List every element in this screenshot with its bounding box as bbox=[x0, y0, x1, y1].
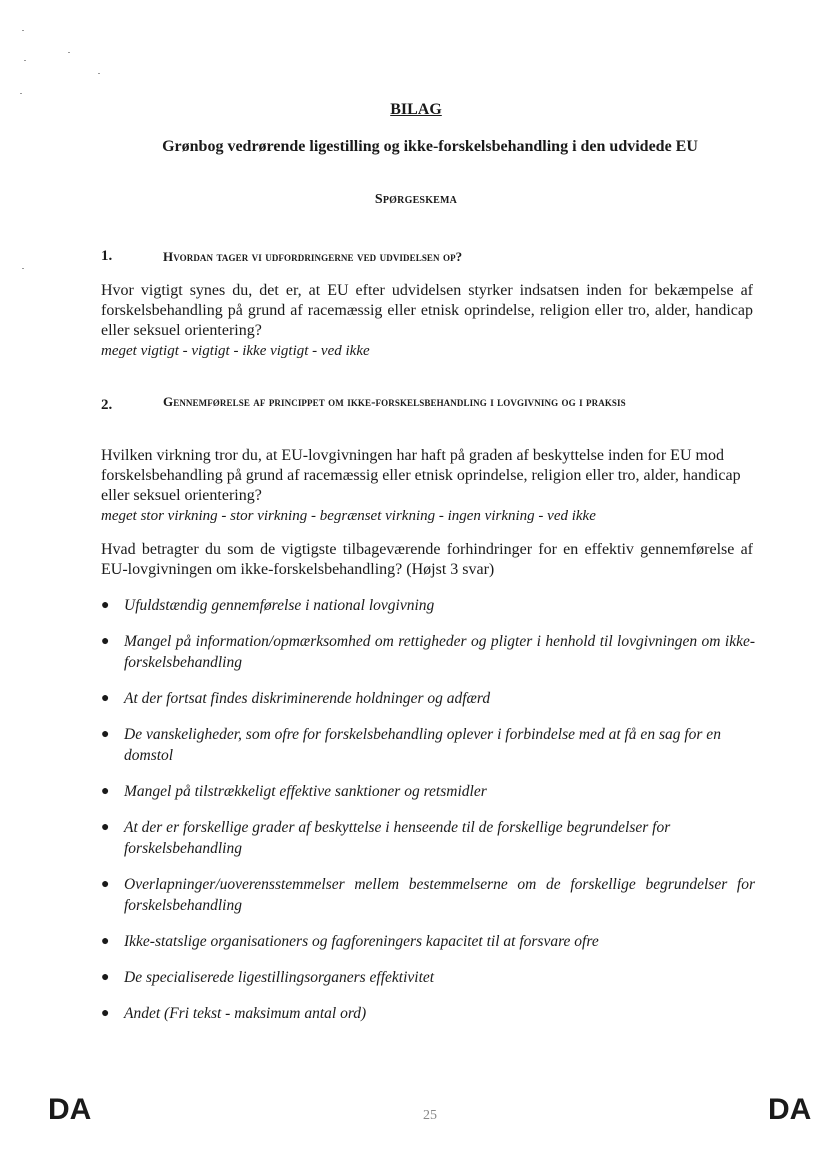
list-item: ● De specialiserede ligestillingsorganers effektivitet bbox=[101, 969, 435, 986]
language-code-right: DA bbox=[768, 1093, 812, 1126]
bullet-icon: ● bbox=[101, 784, 110, 799]
list-item: ● Overlapninger/uoverensstemmelser mellem bestemmelserne om de forskellige begrundelser for forskelsbehandling bbox=[101, 876, 755, 914]
section-question bbox=[101, 446, 753, 526]
page-number: 25 bbox=[423, 1108, 437, 1123]
bullet-icon: ● bbox=[101, 598, 110, 613]
list-item: ● Mangel på tilstrækkeligt effektive sanktioner og retsmidler bbox=[101, 783, 487, 800]
section-number: 1. bbox=[101, 248, 113, 264]
scan-speck bbox=[24, 60, 26, 61]
bullet-icon: ● bbox=[101, 934, 110, 949]
bullet-icon: ● bbox=[101, 1006, 110, 1021]
list-item: ● Ikke-statslige organisationers og fagforeningers kapacitet til at forsvare ofre bbox=[101, 933, 599, 950]
language-code-left: DA bbox=[48, 1093, 92, 1126]
section-number: 2. bbox=[101, 397, 113, 413]
question-text: Hvilken virkning tror du, at EU-lovgivningen har haft på graden af beskyttelse inden for EU mod forskelsbehandling på grund af racemæssig eller etnisk oprindelse, religion eller tro, alder, handicap eller seksuel orientering? bbox=[101, 447, 741, 504]
list-item: ● Ufuldstændig gennemførelse i national lovgivning bbox=[101, 597, 435, 614]
scan-speck bbox=[68, 52, 70, 53]
bullet-icon: ● bbox=[101, 691, 110, 706]
section-question-obstacles: Hvad betragter du som de vigtigste tilbageværende forhindringer for en effektiv gennemførelse af EU-lovgivningen om ikke-forskelsbehandling? (Højst 3 svar) bbox=[101, 541, 753, 578]
scan-speck bbox=[20, 93, 22, 94]
document-title: Grønbog vedrørende ligestilling og ikke-forskelsbehandling i den udvidede EU bbox=[162, 138, 698, 155]
question-text: Hvor vigtigt synes du, det er, at EU efter udvidelsen styrker indsatsen inden for bekæmpelse af forskelsbehandling på grund af racemæssig eller etnisk oprindelse, religion eller tro, alder, handicap eller seksuel orientering? bbox=[101, 282, 753, 339]
scan-speck bbox=[98, 73, 100, 74]
obstacle-options-list bbox=[101, 595, 755, 1024]
list-item: ● De vanskeligheder, som ofre for forskelsbehandling oplever i forbindelse med at få en sag for en domstol bbox=[101, 726, 721, 764]
scan-speck bbox=[22, 30, 24, 31]
list-item: ● At der fortsat findes diskriminerende holdninger og adfærd bbox=[101, 690, 491, 707]
bullet-icon: ● bbox=[101, 820, 110, 835]
bullet-icon: ● bbox=[101, 727, 110, 742]
section-title: Gennemførelse af princippet om ikke-forskelsbehandling i lovgivning og i praksis bbox=[163, 394, 626, 409]
list-item: ● Andet (Fri tekst - maksimum antal ord) bbox=[101, 1005, 367, 1022]
bullet-icon: ● bbox=[101, 634, 110, 649]
scan-speck bbox=[22, 268, 24, 269]
list-item: ● Mangel på information/opmærksomhed om rettigheder og pligter i henhold til lovgivningen om ikke-forskelsbehandling bbox=[101, 633, 755, 671]
bullet-icon: ● bbox=[101, 970, 110, 985]
section-title: Hvordan tager vi udfordringerne ved udvidelsen op? bbox=[163, 249, 463, 264]
annex-title: BILAG bbox=[390, 101, 442, 118]
section-question bbox=[101, 281, 753, 361]
list-item: ● At der er forskellige grader af beskyttelse i henseende til de forskellige begrundelser for forskelsbehandling bbox=[101, 819, 671, 857]
questionnaire-heading: Spørgeskema bbox=[374, 192, 458, 207]
answer-scale: meget vigtigt - vigtigt - ikke vigtigt - ved ikke bbox=[101, 343, 370, 359]
bullet-icon: ● bbox=[101, 877, 110, 892]
answer-scale: meget stor virkning - stor virkning - begrænset virkning - ingen virkning - ved ikke bbox=[101, 508, 596, 524]
